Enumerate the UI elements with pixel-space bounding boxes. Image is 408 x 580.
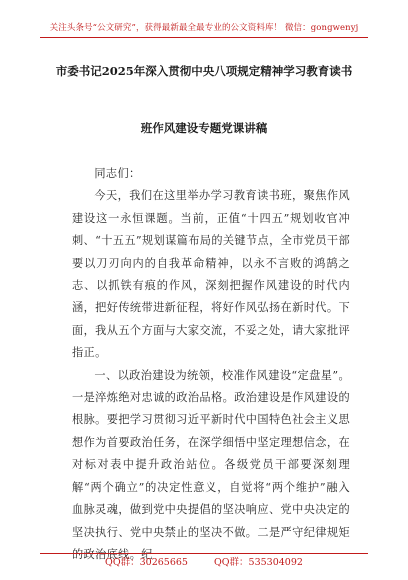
document-body [72,163,350,566]
document-title-line-2: 班作风建设专题党课讲稿 [140,121,268,135]
body-paragraph: 一、以政治建设为统领，校准作风建设“定盘星”。一是淬炼绝对忠诚的政治品格。政治建设是作风建设的根脉。要把学习贯彻习近平新时代中国特色社会主义思想作为首要政治任务，在深学细悟中坚定理想信念，在对标对表中提升政治站位。各级党员干部要深刻理解“两个确立”的决定性意义，自觉将“两个维护”融入血脉灵魂，做到党中央提倡的坚决响应、党中央决定的坚决执行、党中央禁止的坚决不做。二是严守纪律规矩的政治底线。纪 [72,368,350,561]
footer-qq-group-1: QQ群：30265665 [105,557,188,568]
footer [40,556,368,570]
document-title-line-1: 市委书记2025年深入贯彻中央八项规定精神学习教育读书 [55,64,353,78]
body-paragraph: 今天，我们在这里举办学习教育读书班，聚焦作风建设这一永恒课题。当前，正值“十四五”规划收官冲刺、“十五五”规划谋篇布局的关键节点，全市党员干部要以刀刃向内的自我革命精神，以永不言败的鸿鹄之志、以抓铁有痕的作风，深刻把握作风建设的时代内涵，把好传统带进新征程，将好作风弘扬在新时代。下面，我从五个方面与大家交流，不妥之处，请大家批评指正。 [72,189,350,360]
header-banner: 关注头条号“公文研究”，获得最新最全最专业的公文资料库！ 微信：gongwenyj [49,23,359,33]
footer-qq-group-2: QQ群：535304092 [213,557,303,568]
footer-divider [40,553,368,554]
salutation: 同志们： [94,167,141,180]
header-divider [40,37,368,38]
